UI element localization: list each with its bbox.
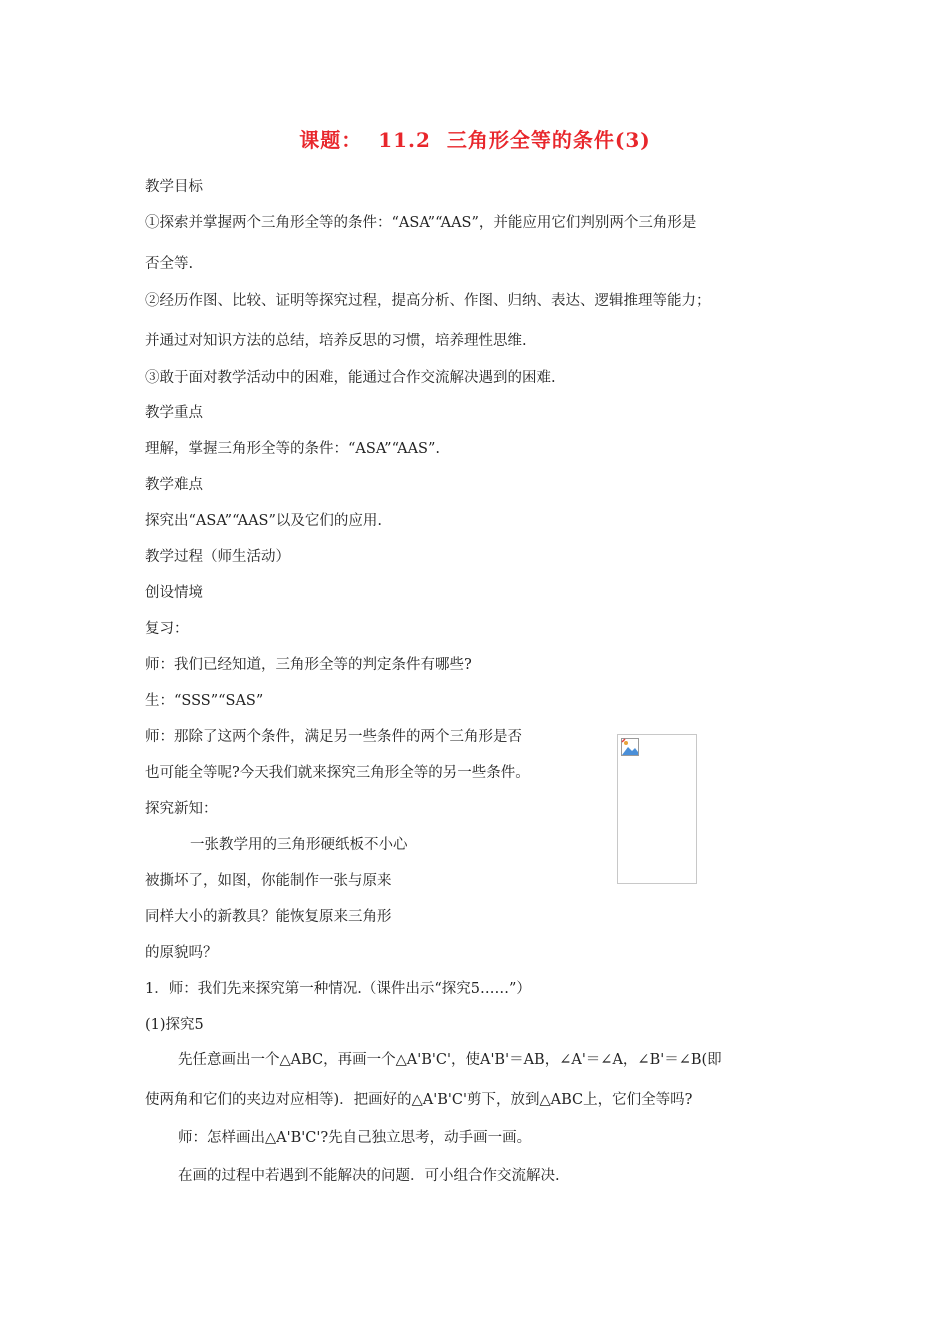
heading-teaching-process: 教学过程（师生活动） — [145, 549, 290, 565]
step-1: 1．师：我们先来探究第一种情况.（课件出示“探究5……”） — [145, 981, 531, 997]
paragraph-torn-board-4: 的原貌吗？ — [145, 945, 218, 961]
teacher-line-1: 师：那除了这两个条件，满足另一些条件的两个三角形是否 — [145, 729, 522, 745]
group-discussion: 在画的过程中若遇到不能解决的问题．可小组合作交流解决. — [178, 1168, 560, 1184]
paragraph-torn-board-1: 一张教学用的三角形硬纸板不小心 — [190, 837, 408, 853]
goal-3: ③敢于面对教学活动中的困难，能通过合作交流解决遇到的困难. — [145, 370, 556, 386]
explore-5-line-1: 先任意画出一个△ABC，再画一个△A'B'C'，使A'B'＝AB，∠A'＝∠A，∠B'＝∠B(即 — [178, 1052, 722, 1068]
goal-2-line-2: 并通过对知识方法的总结，培养反思的习惯，培养理性思维. — [145, 333, 527, 349]
explore-5-heading: (1)探究5 — [145, 1017, 204, 1033]
review-label: 复习： — [145, 621, 189, 637]
heading-teaching-goals: 教学目标 — [145, 179, 203, 195]
key-points-text: 理解，掌握三角形全等的条件：“ASA”“AAS”. — [145, 441, 441, 457]
goal-1-line-2: 否全等. — [145, 256, 194, 272]
heading-difficulties: 教学难点 — [145, 477, 203, 493]
heading-explore-new: 探究新知： — [145, 801, 218, 817]
teacher-line-2: 也可能全等呢?今天我们就来探究三角形全等的另一些条件。 — [145, 765, 530, 781]
teacher-question: 师：我们已经知道，三角形全等的判定条件有哪些? — [145, 657, 472, 673]
student-answer: 生：“SSS”“SAS” — [145, 693, 264, 709]
heading-key-points: 教学重点 — [145, 405, 203, 421]
goal-2-line-1: ②经历作图、比较、证明等探究过程，提高分析、作图、归纳、表达、逻辑推理等能力； — [145, 293, 711, 309]
goal-1-line-1: ①探索并掌握两个三角形全等的条件：“ASA”“AAS”，并能应用它们判别两个三角形是 — [145, 215, 697, 231]
explore-5-line-2: 使两角和它们的夹边对应相等)．把画好的△A'B'C'剪下，放到△ABC上，它们全等吗? — [145, 1092, 693, 1108]
lesson-title: 课题： 11.2 三角形全等的条件(3) — [299, 128, 651, 152]
torn-triangle-figure — [617, 734, 697, 884]
teacher-how-to-draw: 师：怎样画出△A'B'C'?先自己独立思考，动手画一画。 — [178, 1130, 532, 1146]
difficulties-text: 探究出“ASA”“AAS”以及它们的应用. — [145, 513, 383, 529]
heading-create-situation: 创设情境 — [145, 585, 203, 601]
paragraph-torn-board-2: 被撕坏了，如图，你能制作一张与原来 — [145, 873, 392, 889]
paragraph-torn-board-3: 同样大小的新教具？能恢复原来三角形 — [145, 909, 392, 925]
broken-image-icon — [621, 738, 639, 756]
